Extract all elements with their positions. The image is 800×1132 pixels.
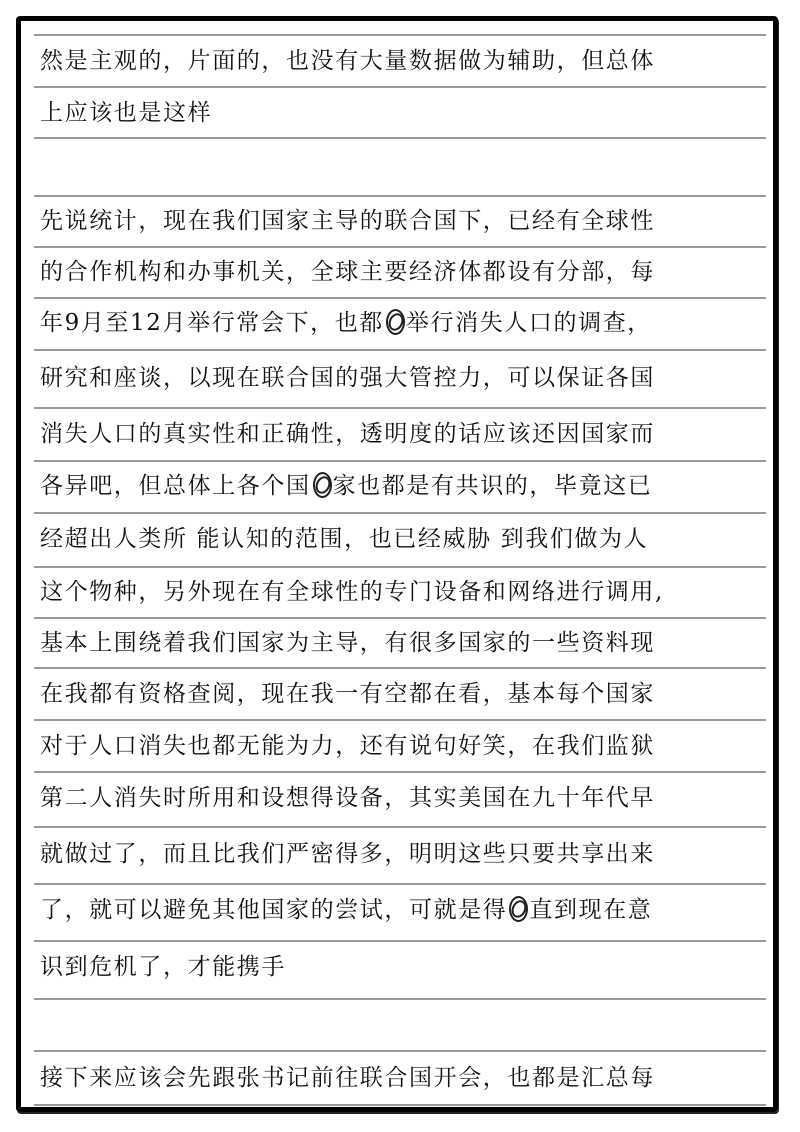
ruled-line (34, 998, 766, 1000)
ruled-line (34, 771, 766, 773)
text-line: 经超出人类所 能认知的范围，也已经威胁 到我们做为人 (40, 526, 649, 552)
text-line: 基本上围绕着我们国家为主导，有很多国家的一些资料现 (40, 630, 655, 656)
text-line: 对于人口消失也都无能为力，还有说句好笑，在我们监狱 (40, 733, 655, 759)
ruled-line (34, 349, 766, 351)
text-segment: 家也都是有共识的，毕竟这已 (332, 473, 653, 499)
text-segment: 年9月至12月举行常会下，也都 (40, 310, 384, 336)
text-line: 消失人口的真实性和正确性，透明度的话应该还因国家而 (40, 421, 655, 447)
ruled-line (34, 460, 766, 462)
text-line: 上应该也是这样 (40, 100, 213, 126)
text-segment: 各异吧，但总体上各个国 (40, 473, 311, 499)
ruled-line (34, 617, 766, 619)
ruled-line (34, 1104, 766, 1106)
crossed-out-icon (311, 472, 333, 498)
text-line (40, 1004, 770, 1044)
text-line: 研究和座谈，以现在联合国的强大管控力，可以保证各国 (40, 365, 655, 391)
ruled-line (34, 719, 766, 721)
text-line: 第二人消失时所用和设想得设备，其实美国在九十年代早 (40, 785, 655, 811)
text-line: 先说统计，现在我们国家主导的联合国下，已经有全球性 (40, 208, 655, 234)
text-line: 这个物种，另外现在有全球性的专门设备和网络进行调用, (40, 579, 664, 605)
ruled-line (34, 34, 766, 36)
text-line: 在我都有资格查阅，现在我一有空都在看，基本每个国家 (40, 681, 655, 707)
ruled-line (34, 883, 766, 885)
ruled-line (34, 297, 766, 299)
ruled-line (34, 826, 766, 828)
text-line: 然是主观的，片面的，也没有大量数据做为辅助，但总体 (40, 48, 655, 74)
ruled-line (34, 137, 766, 139)
text-line (40, 890, 770, 930)
ruled-line (34, 512, 766, 514)
crossed-out-icon (384, 309, 406, 335)
ruled-line (34, 566, 766, 568)
ruled-line (34, 86, 766, 88)
text-line: 识到危机了，才能携手 (40, 954, 286, 980)
text-line: 的合作机构和办事机关，全球主要经济体都设有分部，每 (40, 259, 655, 285)
ruled-line (34, 940, 766, 942)
ruled-line (34, 667, 766, 669)
text-segment: 举行消失人口的调查， (405, 310, 652, 336)
ruled-line (34, 195, 766, 197)
text-line: 就做过了，而且比我们严密得多，明明这些只要共享出来 (40, 841, 655, 867)
text-line (40, 146, 770, 186)
ruled-line (34, 1050, 766, 1052)
text-line (40, 466, 770, 506)
crossed-out-icon (507, 896, 529, 922)
text-line (40, 303, 770, 343)
text-segment: 了，就可以避免其他国家的尝试，可就是得 (40, 897, 508, 923)
ruled-line (34, 246, 766, 248)
ruled-line (34, 407, 766, 409)
text-line: 接下来应该会先跟张书记前往联合国开会，也都是汇总每 (40, 1065, 655, 1091)
text-segment: 直到现在意 (529, 897, 653, 923)
